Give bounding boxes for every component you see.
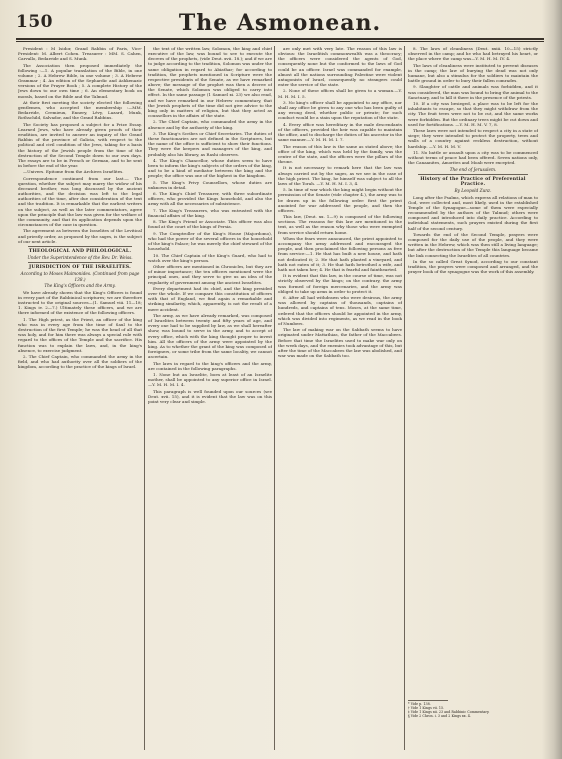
column-divider: [144, 46, 145, 750]
paragraph: 8. The laws of cleanliness (Deut. xxiii. 10—15) strictly observed in the camp; and he who had betrayed his heart, or the place where the camp was—Y. M. H. M. IV. 4.: [408, 46, 538, 62]
paragraph: 6. After all had withdrawn who were desirous, the army was allowed by captains of thousands, captains of hundreds, and captains of tens. Moses, at the same time, ordered that the officers should be appointed in the army, which was divided into regiments, as we read in the book of Numbers.: [278, 295, 402, 326]
section-divider: [28, 246, 132, 247]
article-subtitle: The King's Officers and the Army.: [44, 283, 116, 289]
footnote: * Vide p. 138.: [408, 702, 431, 706]
footnote-rule: [408, 700, 448, 701]
paragraph: 2. None of these offices shall be given to a woman.—Y. M. H. M. I. 5.: [278, 88, 402, 99]
paragraph: 1. The High priest, as the Priest, an officer of the king who was in every age from the time of Saul to the destruction of the first Temple; he was the head of all that was holy, and for him there was always a special rule with regard to the offices of the Temple and the sacrifice. His function was to explain the laws, and, in the king's absence, to exercise judgment.: [18, 316, 142, 353]
section-subheading: Under the Superintendence of the Rev. Dr. Weiss.: [27, 255, 133, 261]
header-rule: [16, 38, 544, 40]
footnote: † Vide 1 Kings vii. 15.: [408, 706, 445, 710]
article-byline: By Leopold Zunz.: [454, 188, 492, 194]
paragraph: 4. The King's Chancellor, whose duties seem to have been to inform the king's subjects of the orders of the king, and to be a kind of mediator between the king and the people; the office was one of the highest in the kingdom.: [148, 157, 272, 179]
paragraph: 9. The Comptroller of the King's House (Majordomo), who had the power of the several officers in the household of the king's Palace; he was merely the chief steward of the household.: [148, 230, 272, 252]
paragraph: 10. If a city was besieged, a place was to be left for the inhabitants to escape, so that they might withdraw from the city. The fruit trees were not to be cut, and the same works were forbidden. But the ordinary trees might be cut down and used for fortifications. —Y. M. H. M. V. 7, 8.: [408, 101, 538, 127]
paragraph: The laws of cleanliness were instituted to prevent diseases in the camp; the law of burying the dead was not only humane, but also a stimulus for the soldiers to maintain the battle ground in order to bury their fallen comrades.: [408, 62, 538, 84]
column-4: [408, 46, 538, 750]
paragraph: 9. Slaughter of cattle and animals was forbidden, and it was considered, the man was bound to bring the animal to the Sanctuary, and to kill it there in the presence of the priests.: [408, 84, 538, 100]
paragraph: These laws were not intended to respect a city in a state of siege; they were intended to protect the property, trees and walls of a country against reckless destruction, without hardship. —Y. M. H. M. V.: [408, 128, 538, 149]
paragraph: When the fears were announced, the priest appointed to accompany the army addressed and encouraged the people, and then proclaimed the following persons as free from service:—1. He that has built a new house, and hath not dedicated it; 2. He that hath planted a vineyard, and hath not eaten of it; 3. He that hath betrothed a wife, and hath not taken her; 4. He that is fearful and fainthearted.: [278, 235, 402, 272]
paragraph: This paragraph is well founded upon our sources (see Deut. xvii. 15), and it is evident that the law was on this point very clear and simple.: [148, 388, 272, 404]
paragraph: Other officers are mentioned in Chronicles, but they are of minor importance; the ten officers mentioned were the principal ones, and they serve to give us an idea of the regularity of government among the ancient Israelites.: [148, 264, 272, 285]
paragraph: 6. The King's Chief Treasurer, with three subordinate officers, who provided the Kings household, and also the army with all the necessaries of subsistence.: [148, 191, 272, 207]
paragraph: The Society has proposed a subject for a Prize Essay. Learned Jews, who have already given proofs of their erudition, are invited to answer an inquiry of the Grand Rabbin of the province of Galicia, with respect to the political and civil condition of the Jews, taking for a basis the history of the Jewish people from the time of the destruction of the Second Temple down to our own days. The essays are to be in French or German, and to be sent in before the end of the year.: [18, 121, 142, 168]
paragraph: At their first meeting the society elected the following gentlemen, who accepted the membership :—MM. Bedarride, Cremieux, Ennery, Lévy, Lazard, Munk, Rothschild, Salvador, and the Grand Rabbins.: [18, 99, 142, 121]
paragraph: the text of the written law, Solomon, the king and chief executive of the law, was bound to see to execute the decrees of the prophets, (vide Deut. xvii. 18.); and if we are to judge according to the tradition, Solomon was under the same obligation in regard to Abiathar; for according to tradition, the prophets mentioned in Scripture were the respective presidents of the Senate, as we have remarked above; the message of the prophet was then a decree of the Senate, which Solomon was obliged to carry into effect. In the same passage (1 Samuel xi. 23) we also read, and we have remarked in our Hebrew commentary, that the Jewish prophets of the time did not give advice to the king only in matters of religion, but that they acted as counsellors in the affairs of the state.: [148, 46, 272, 119]
article-subheading: According to Moses Maimonides. (Continued from page 138.): [20, 271, 140, 282]
paragraph: 8. The King's Friend or Associate. This officer was also found at the court of the kings of Persia.: [148, 219, 272, 230]
footnotes: [408, 700, 538, 718]
paragraph: 3. No king's officer shall be appointed to any office, nor shall any office be given to any one who has been guilty of any wrong deed, whether public or private; for such conduct would be a stain upon the reputation of the state.: [278, 99, 402, 121]
paragraph: The agreement as between the Israelites of the Levitical and priestly order, as proposed by the sages, is the subject of our next article.: [18, 228, 142, 244]
column-divider: [274, 46, 275, 750]
paragraph: Long after the Psalms, which express all relations of man to God, were collected and, most likely, used in the established Temple of the Synagogue—some of them were especially recommended by the authors of the Talmud; others were composed and introduced into daily practice. According to individual statements, such prayers existed during the first half of the second century.: [408, 194, 538, 231]
paragraph: The reason of this law is the same as stated above; the office of the king, which was held by the family, was the centre of the state, and the officers were the pillars of the throne.: [278, 143, 402, 165]
paragraph: 11. No battle or assault upon a city was to be commenced without terms of peace had been offered. Seven nations only, the Canaanites, Amorites and Moab were excepted.: [408, 149, 538, 166]
paragraph: The army, as we have already remarked, was composed of Israelites between twenty and fifty years of age, and every one had to be supplied by law, as we shall hereafter show, was bound to serve in the army, and to accept of every office, which with the king thought proper to invest him. All the officers of the army were appointed by the king. As to whether the grant of the king was composed of foreigners, or some tribe from the same locality, we cannot ascertain.: [148, 312, 272, 360]
column-divider: [404, 46, 405, 750]
paragraph: The Association then proposed immediately the following :—1. A popular translation of the Bible, in one volume ; 2. A Hebrew Bible, in one volume ; 3. A Hebrew Grammar ; 4. An edition of the Sephardic and Ashkenazic versions of the Prayer Book ; 5. A complete History of the Jews down to our own time ; 6. An elementary book on morals, based on the Bible and the Talmud.: [18, 62, 142, 99]
section-divider: [418, 174, 528, 175]
paragraph: Towards the end of the Second Temple, prayers were composed for the daily use of the people, and they were written in the Hebrew, which was then still a living language; but after the destruction of the Temple this language became the link connecting the Israelites of all countries.: [408, 231, 538, 258]
article-heading: History of the Practice of Preferential Practice.: [420, 176, 526, 187]
paragraph: This law, (Deut. xx. 1—9) is composed of the following sections. The reasons for this law are mentioned in the text, as well as the reason why those who were exempted from service should return home.: [278, 214, 402, 235]
paragraph: The laws in regard to the king's officers and the army, are contained in the following paragraphs.: [148, 360, 272, 371]
paragraph: It is not necessary to remark here that the law was always carried out by the sages, as we see in the case of the high priest. The king, he himself was subject to all the laws of the Torah. —Y. M. H. M. I. 3, 4.: [278, 165, 402, 186]
page-number: 150: [16, 12, 53, 32]
section-heading: THEOLOGICAL AND PHILOLOGICAL.: [28, 248, 132, 254]
paragraph: Every department had its chief, and the king presided over the whole. If we compare this constitution of officers with that of England, we find again a remarkable and striking similarity, which, apparently, is not the result of a mere accident.: [148, 285, 272, 312]
paragraph: The law of making war on the Sabbath seems to have originated under Mattathias, the father of the Maccabees. Before that time the Israelites used to make war only on the week days, and the enemies took advantage of this, but after the time of the Maccabees the law was abolished, and war was made on the Sabbath too.: [278, 327, 402, 358]
masthead-title: The Asmonean.: [178, 10, 382, 36]
paragraph: 5. The King's Privy Counsellors, whose duties are unknown in detail.: [148, 179, 272, 190]
page-binding-shadow: [542, 0, 562, 759]
article-signoff: The end of Jerusalem.: [449, 166, 497, 172]
paragraph: In the so called Great Synod, according to our constant tradition, the prayers were composed and arranged, and the prayer book of the synagogue was the work of this assembly.: [408, 258, 538, 275]
paragraph: President : M Isidor, Grand Rabbin of Paris, Vice-President: M. Albert Cohen. Treasurer : MM. S. Cahen, Carvallo, Bedarride and S. Munk.: [18, 46, 142, 62]
paragraph: We have already shown that the King's Officers is found in every part of the Rabbinical scriptures; we are therefore instructed to the original sources—(1. Samuel viii. 11—18; 1. Kings iv. 2—7.) Ultimately these officers, and we are there informed of the existence of the following officers.: [18, 289, 142, 316]
column-3: [278, 46, 402, 750]
column-2: [148, 46, 272, 750]
footnote: ‡ Vide 1 Kings xii. 23 and Rabbinic Commentary.: [408, 710, 490, 714]
paragraph: are only met with very late. The reason of this law is obvious: the Israelitish commonwealth was a theocracy; the officers were considered the agents of God, consequently none but the conformed to the laws of God could be an officer. Israel was commanded for example, almost all the nations surrounding Palestine were violent antagonists of Israel, consequently no strangers could enter the service of the state.: [278, 46, 402, 88]
header-rule-thin: [16, 41, 544, 42]
paragraph: 10. The Chief Captain of the King's Guard, who had to watch over the king's person.: [148, 252, 272, 263]
paragraph: 2. The Chief Captain, who commanded the army in the absence and by the authority of the king.: [148, 119, 272, 130]
column-1: [18, 46, 142, 750]
section-divider: [28, 262, 132, 263]
paragraph: It is evident that this law, in the course of time, was not strictly observed by the kings; on the contrary, the army was formed of foreign mercenaries, and the army was obliged to take up arms in order to protect it.: [278, 273, 402, 294]
paragraph: 7. The King's Treasurers, who was entrusted with the financial affairs of the king.: [148, 207, 272, 218]
paragraph: 5. In time of war which the king might begin without the permission of the Senate (vide chapter 4.), the army was to be drawn up in the following order: first the priest anointed for war addressed the people, and then the officers.: [278, 187, 402, 213]
paragraph: 3. The King's Scribes or Chief Secretaries. The duties of these functionaries are not defined in the Scriptures, but the name of the office is sufficient to show their functions. They were the keepers and managers of the king, and probably also his library, as Rashi observes.: [148, 130, 272, 157]
paragraph: 1. None but an Israelite, born at least of an Israelite mother, shall be appointed to any superior office in Israel.—Y. M. H. M. I. 4.: [148, 372, 272, 388]
footnote: § Vide 2 Chron. i. 3 and 2 Kings xx. 4.: [408, 714, 471, 718]
article-heading: JURISDICTION OF THE ISRAELITES.: [29, 265, 131, 271]
paragraph: Correspondence continued from our last.— The question, whether the subject may marry the widow of his deceased brother, was long discussed by the ancient authorities, and the decision was left to the legal authorities of the time, after due consideration of the text and the tradition. It is remarkable that the earliest writers on the subject, as well as the later commentators, agree upon the principle that the law was given for the welfare of the community, and that its application depends upon the circumstances of the case in question.: [18, 175, 142, 228]
page-header: [16, 12, 544, 36]
paragraph: 4. Every office was hereditary in the male descendants of the officers, provided the heir was capable to maintain the office, and to discharge the duties of his ancestor in the same manner.—Y. M. H. M. I. 7.: [278, 121, 402, 143]
paragraph: 2. The Chief Captain, who commanded the army in the field, and who had authority over all the soldiers of the kingdom, according to the practice of the kings of Israel.: [18, 354, 142, 370]
paragraph: —Univers. Epitome from the Archives Israélites.: [23, 169, 124, 175]
